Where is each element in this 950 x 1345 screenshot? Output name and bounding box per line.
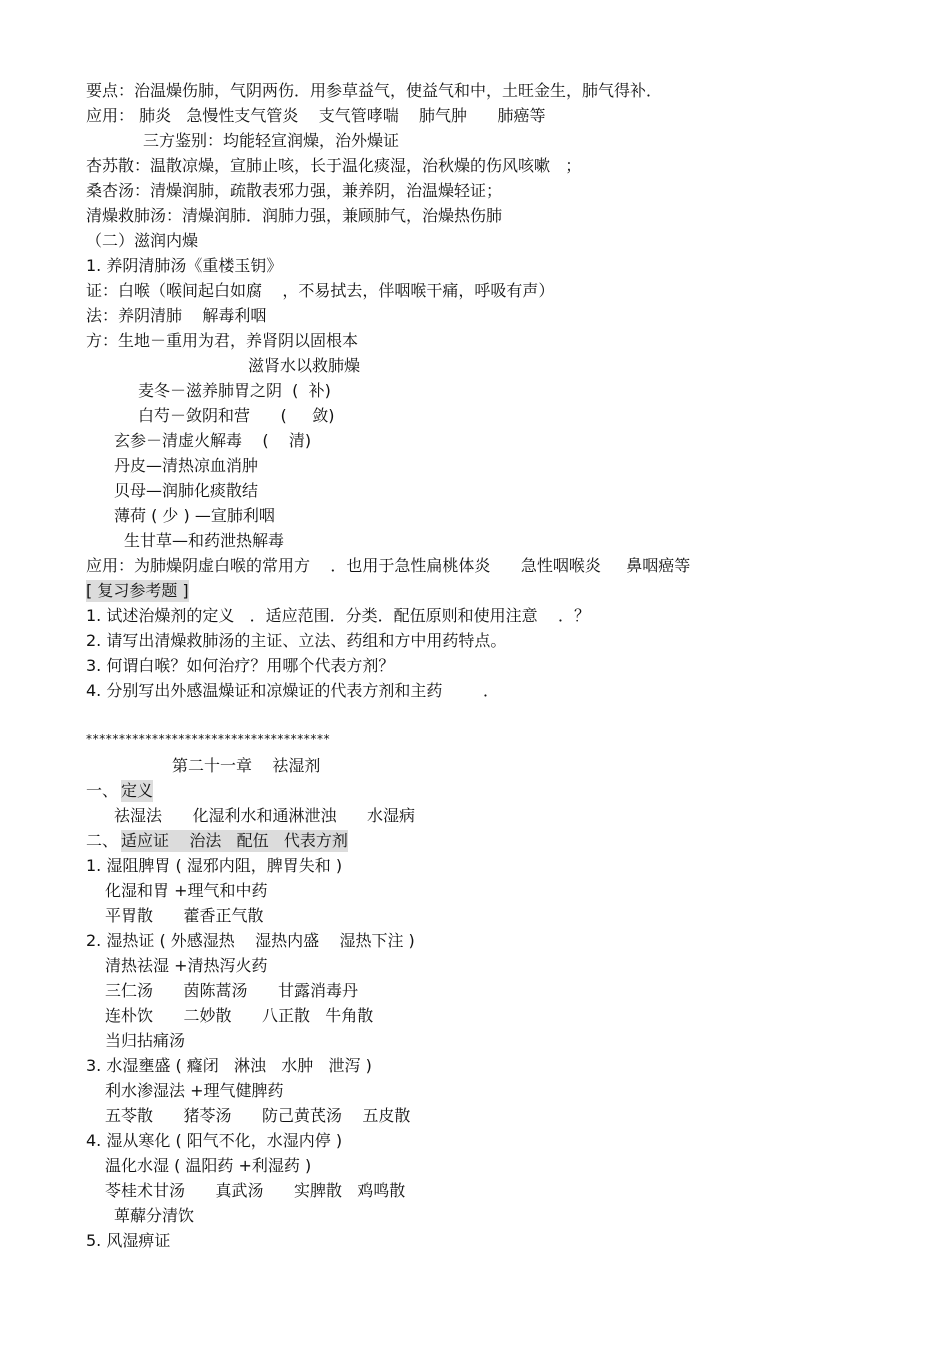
category-2-formulas-c: 当归拈痛汤 <box>105 1031 186 1050</box>
herb-line-bohe: 薄荷 ( 少 ) —宣肺利咽 <box>114 506 275 525</box>
category-1-formulas: 平胃散 藿香正气散 <box>105 906 264 925</box>
category-heading-5: 5. 风湿痹证 <box>86 1231 171 1250</box>
category-heading-4: 4. 湿从寒化 ( 阳气不化，水湿内停 ) <box>86 1131 343 1150</box>
formula-heading-yangyin-qingfei: 1. 养阴清肺汤《重楼玉钥》 <box>86 256 283 275</box>
text-line-xingsu-san: 杏苏散：温散凉燥，宣肺止咳，长于温化痰湿，治秋燥的伤风咳嗽 ； <box>86 156 582 175</box>
category-4-method: 温化水湿 ( 温阳药 +利湿药 ) <box>105 1156 312 1175</box>
category-4-formulas-a: 苓桂术甘汤 真武汤 实脾散 鸡鸣散 <box>105 1181 406 1200</box>
category-3-method: 利水渗湿法 +理气健脾药 <box>105 1081 284 1100</box>
category-2-formulas-a: 三仁汤 茵陈蒿汤 甘露消毒丹 <box>105 981 359 1000</box>
text-line-prescription: 方：生地－重用为君，养肾阴以固根本 <box>86 331 359 350</box>
category-2-formulas-b: 连朴饮 二妙散 八正散 牛角散 <box>105 1006 374 1025</box>
text-line-definition: 祛湿法 化湿利水和通淋泄浊 水湿病 <box>114 806 416 825</box>
section-one-title: 定义 <box>121 781 154 800</box>
herb-line-baishao: 白芍－敛阴和营 ( 敛) <box>138 406 335 425</box>
asterisk-divider: ************************************* <box>86 732 331 746</box>
category-2-method: 清热祛湿 +清热泻火药 <box>105 956 268 975</box>
text-line-method: 法：养阴清肺 解毒利咽 <box>86 306 267 325</box>
review-question-2: 2. 请写出清燥救肺汤的主证、立法、药组和方中用药特点。 <box>86 631 507 650</box>
section-two-number: 二、 <box>86 831 119 850</box>
category-heading-3: 3. 水湿壅盛 ( 癃闭 淋浊 水肿 泄泻 ) <box>86 1056 372 1075</box>
text-line-syndrome: 证：白喉（喉间起白如腐 ，不易拭去，伴咽喉干痛，呼吸有声） <box>86 281 555 300</box>
text-line-sangxing-tang: 桑杏汤：清燥润肺，疏散表邪力强，兼养阴，治温燥轻证； <box>86 181 503 200</box>
text-line-three-formula-comparison: 三方鉴别：均能轻宣润燥，治外燥证 <box>143 131 400 150</box>
herb-line-beimu: 贝母—润肺化痰散结 <box>114 481 259 500</box>
herb-line-danpi: 丹皮—清热凉血消肿 <box>114 456 259 475</box>
text-line-application-2: 应用：为肺燥阴虚白喉的常用方 ．也用于急性扁桃体炎 急性咽喉炎 鼻咽癌等 <box>86 556 691 575</box>
review-question-4: 4. 分别写出外感温燥证和凉燥证的代表方剂和主药 ． <box>86 681 500 700</box>
chapter-title: 第二十一章 祛湿剂 <box>172 756 321 775</box>
review-question-3: 3. 何谓白喉？如何治疗？用哪个代表方剂？ <box>86 656 395 675</box>
category-heading-2: 2. 湿热证 ( 外感湿热 湿热内盛 湿热下注 ) <box>86 931 415 950</box>
text-line-qingzao-jiufei-tang: 清燥救肺汤：清燥润肺．润肺力强，兼顾肺气，治燥热伤肺 <box>86 206 503 225</box>
category-heading-1: 1. 湿阻脾胃 ( 湿邪内阻，脾胃失和 ) <box>86 856 343 875</box>
herb-line-gancao: 生甘草—和药泄热解毒 <box>124 531 285 550</box>
text-line-prescription-cont: 滋肾水以救肺燥 <box>248 356 361 375</box>
text-line-application: 应用： 肺炎 急慢性支气管炎 支气管哮喘 肺气肿 肺癌等 <box>86 106 546 125</box>
category-1-method: 化湿和胃 +理气和中药 <box>105 881 268 900</box>
herb-line-xuanshen: 玄参－清虚火解毒 ( 清) <box>114 431 312 450</box>
herb-line-maidong: 麦冬－滋养肺胃之阴 ( 补) <box>138 381 331 400</box>
review-question-1: 1. 试述治燥剂的定义 ．适应范围．分类．配伍原则和使用注意 ．？ <box>86 606 590 625</box>
category-4-formulas-b: 萆薢分清饮 <box>114 1206 195 1225</box>
text-line-key-points: 要点：治温燥伤肺，气阴两伤．用参草益气，使益气和中，土旺金生，肺气得补． <box>86 81 663 100</box>
category-3-formulas: 五苓散 猪苓汤 防己黄芪汤 五皮散 <box>105 1106 411 1125</box>
section-one-number: 一、 <box>86 781 119 800</box>
section-heading-nourish-internal-dryness: （二）滋润内燥 <box>86 231 199 250</box>
section-two-title: 适应证 治法 配伍 代表方剂 <box>121 831 348 850</box>
review-questions-heading: [ 复习参考题 ] <box>86 581 189 600</box>
